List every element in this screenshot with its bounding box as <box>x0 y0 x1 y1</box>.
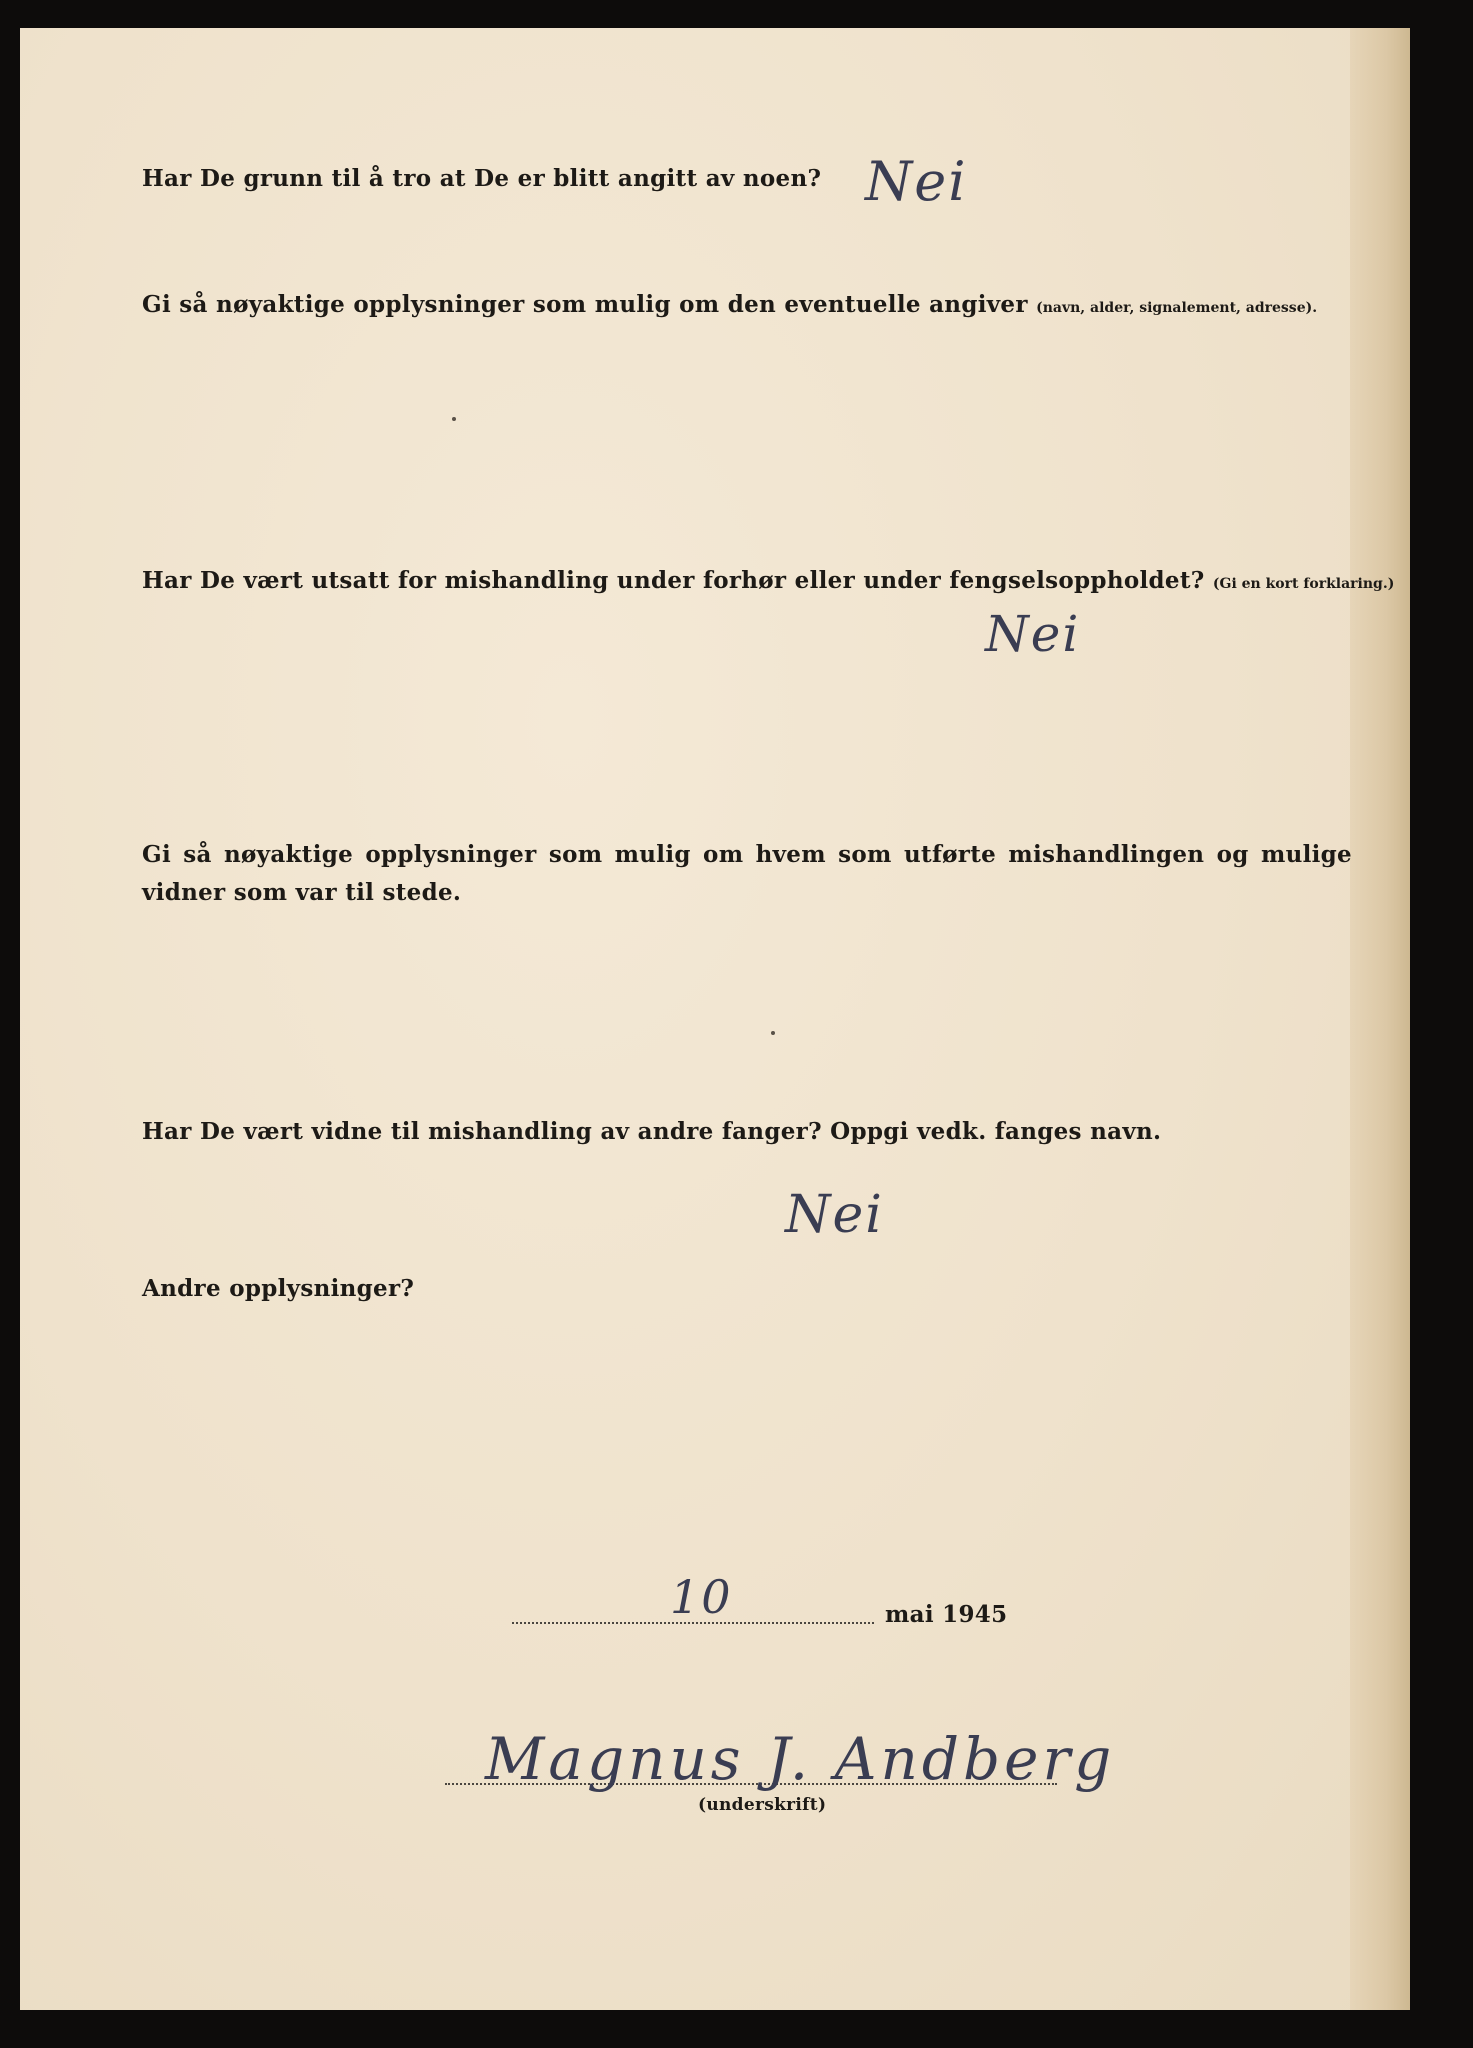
question-3-text: Har De vært utsatt for mishandling under forhør eller under fengselsoppholdet? <box>142 567 1205 594</box>
page-edge <box>1350 28 1410 2010</box>
question-5: Har De vært vidne til mishandling av andre fanger? Oppgi vedk. fanges navn. <box>142 1118 1162 1145</box>
answer-3-handwritten: Nei <box>985 605 1081 663</box>
paper-speck <box>452 417 456 421</box>
question-1: Har De grunn til å tro at De er blitt angitt av noen? <box>142 165 822 192</box>
date-day-handwritten: 10 <box>670 1570 733 1624</box>
date-month-year: mai 1945 <box>885 1601 1008 1628</box>
question-2-note: (navn, alder, signalement, adresse). <box>1036 300 1318 316</box>
answer-5-handwritten: Nei <box>785 1185 884 1245</box>
paper-speck <box>771 1031 775 1035</box>
answer-1-handwritten: Nei <box>865 150 968 213</box>
signature-caption: (underskrift) <box>698 1795 827 1815</box>
question-4: Gi så nøyaktige opplysninger som mulig om hvem som utførte mishandlingen og mulige vidner som var til stede. <box>142 841 1352 906</box>
question-3-note: (Gi en kort forklaring.) <box>1212 576 1395 592</box>
signature-handwritten: Magnus J. Andberg <box>485 1725 1116 1793</box>
question-2-text: Gi så nøyaktige opplysninger som mulig om den eventuelle angiver <box>142 291 1028 318</box>
question-6: Andre opplysninger? <box>142 1275 415 1302</box>
question-2 <box>142 286 1317 327</box>
question-3 <box>142 562 1394 603</box>
